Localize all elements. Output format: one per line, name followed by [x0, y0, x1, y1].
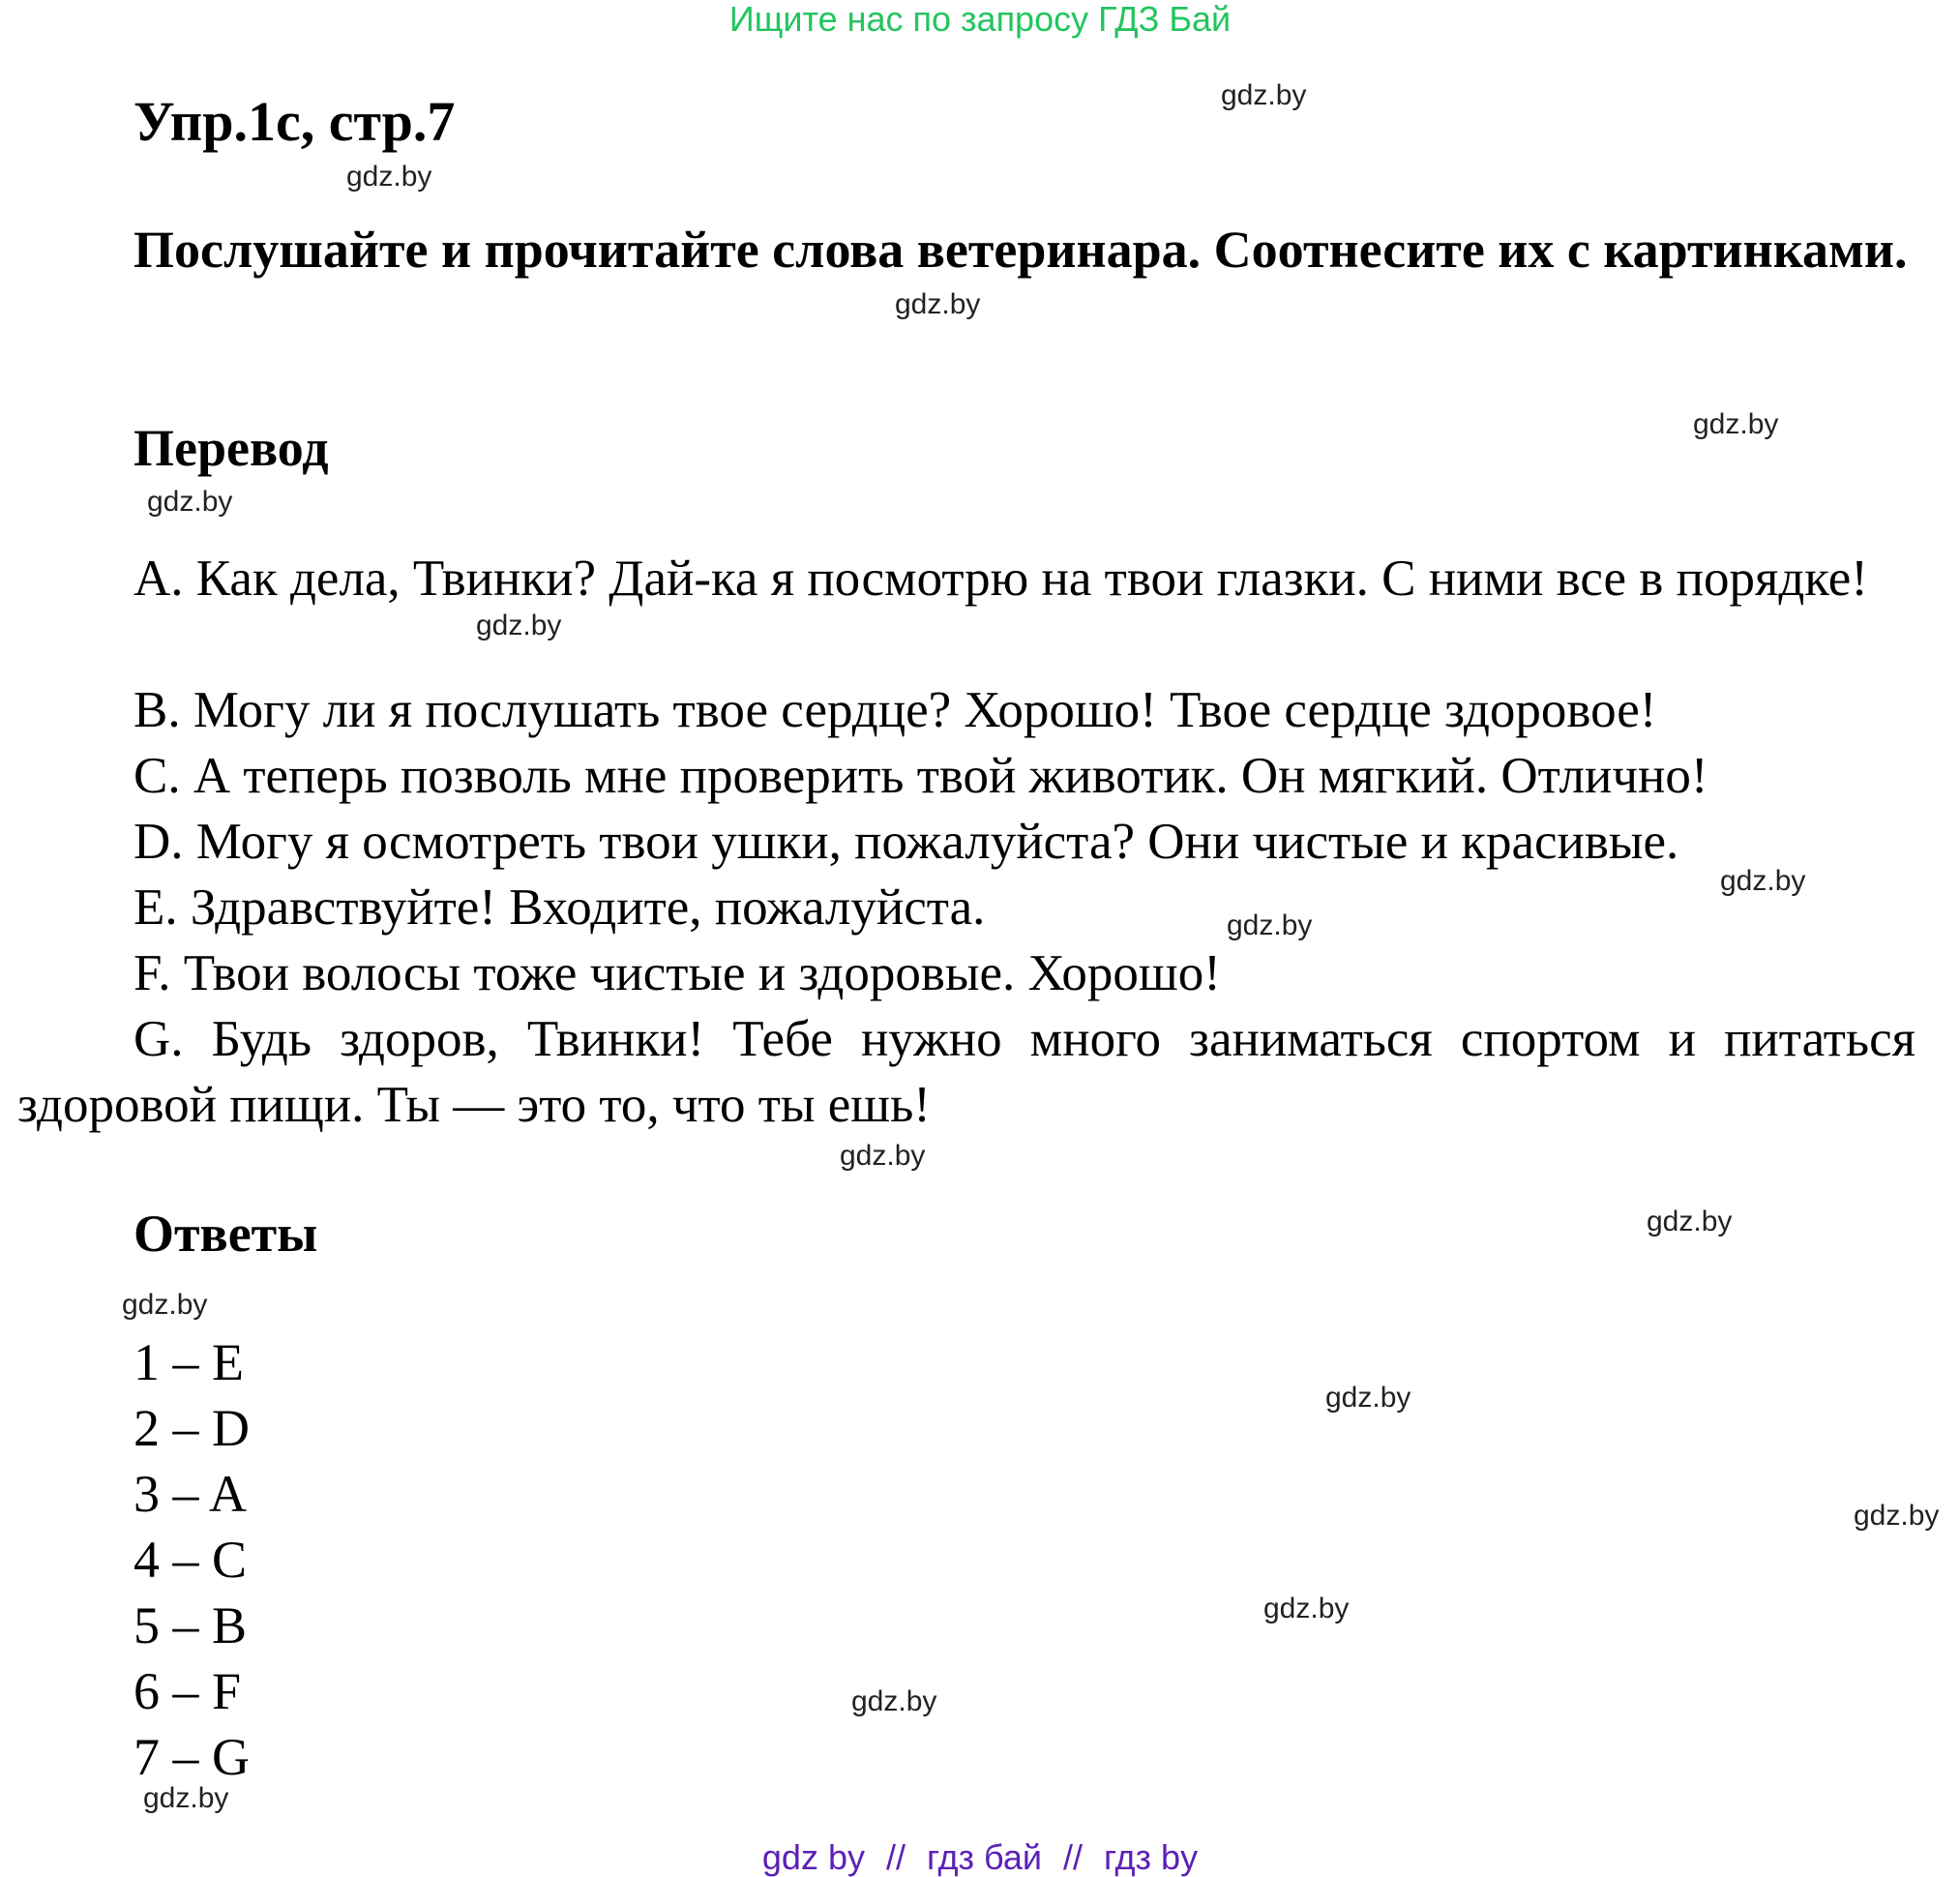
watermark: gdz.by	[895, 288, 981, 320]
answer-item: 1 – E	[134, 1333, 244, 1391]
translation-paragraph-f: F. Твои волосы тоже чистые и здоровые. Хорошо!	[134, 945, 1221, 1001]
translation-paragraph-g: G. Будь здоров, Твинки! Тебе нужно много заниматься спортом и питаться здоровой пищи. Ты — это то, что ты ешь!	[17, 1011, 1915, 1133]
footer-link[interactable]: gdz by	[761, 1837, 865, 1877]
watermark: gdz.by	[1854, 1500, 1940, 1532]
watermark: gdz.by	[851, 1685, 937, 1717]
translation-paragraph-e: E. Здравствуйте! Входите, пожалуйста.	[134, 879, 986, 936]
footer-link[interactable]: гдз бай	[927, 1837, 1042, 1877]
top-banner: Ищите нас по запросу ГДЗ Бай	[728, 0, 1232, 39]
exercise-title: Упр.1c, стр.7	[134, 90, 456, 153]
answer-item: 2 – D	[134, 1399, 250, 1457]
answer-item: 6 – F	[134, 1662, 242, 1720]
task-instruction: Послушайте и прочитайте слова ветеринара. Соотнесите их с картинками.	[134, 221, 1908, 279]
watermark: gdz.by	[1263, 1593, 1350, 1624]
watermark: gdz.by	[1325, 1382, 1411, 1414]
translation-paragraph-d: D. Могу я осмотреть твои ушки, пожалуйста? Они чистые и красивые.	[134, 814, 1679, 870]
footer-separator: //	[886, 1837, 906, 1877]
watermark: gdz.by	[840, 1140, 926, 1172]
footer-link[interactable]: гдз by	[1104, 1837, 1199, 1877]
watermark: gdz.by	[143, 1782, 229, 1814]
footer-links	[0, 1838, 1960, 1877]
footer-separator: //	[1063, 1837, 1084, 1877]
watermark: gdz.by	[147, 486, 233, 518]
answer-item: 3 – A	[134, 1465, 248, 1523]
watermark: gdz.by	[1720, 865, 1806, 897]
answer-item: 5 – B	[134, 1596, 248, 1654]
watermark: gdz.by	[122, 1289, 208, 1321]
translation-paragraph-a: A. Как дела, Твинки? Дай-ка я посмотрю на твои глазки. С ними все в порядке!	[134, 551, 1868, 607]
watermark: gdz.by	[1227, 909, 1313, 941]
answers-list	[134, 1329, 250, 1790]
translation-paragraph-c: C. А теперь позволь мне проверить твой животик. Он мягкий. Отлично!	[134, 748, 1708, 804]
watermark: gdz.by	[476, 610, 562, 641]
answer-item: 4 – C	[134, 1531, 248, 1589]
answer-item: 7 – G	[134, 1728, 250, 1786]
watermark: gdz.by	[1647, 1206, 1733, 1237]
translation-paragraph-b: B. Могу ли я послушать твое сердце? Хорошо! Твое сердце здоровое!	[134, 682, 1657, 738]
watermark: gdz.by	[1693, 408, 1779, 440]
translation-heading: Перевод	[134, 419, 329, 477]
answers-heading: Ответы	[134, 1205, 318, 1263]
watermark: gdz.by	[1221, 79, 1307, 111]
watermark: gdz.by	[346, 161, 432, 193]
